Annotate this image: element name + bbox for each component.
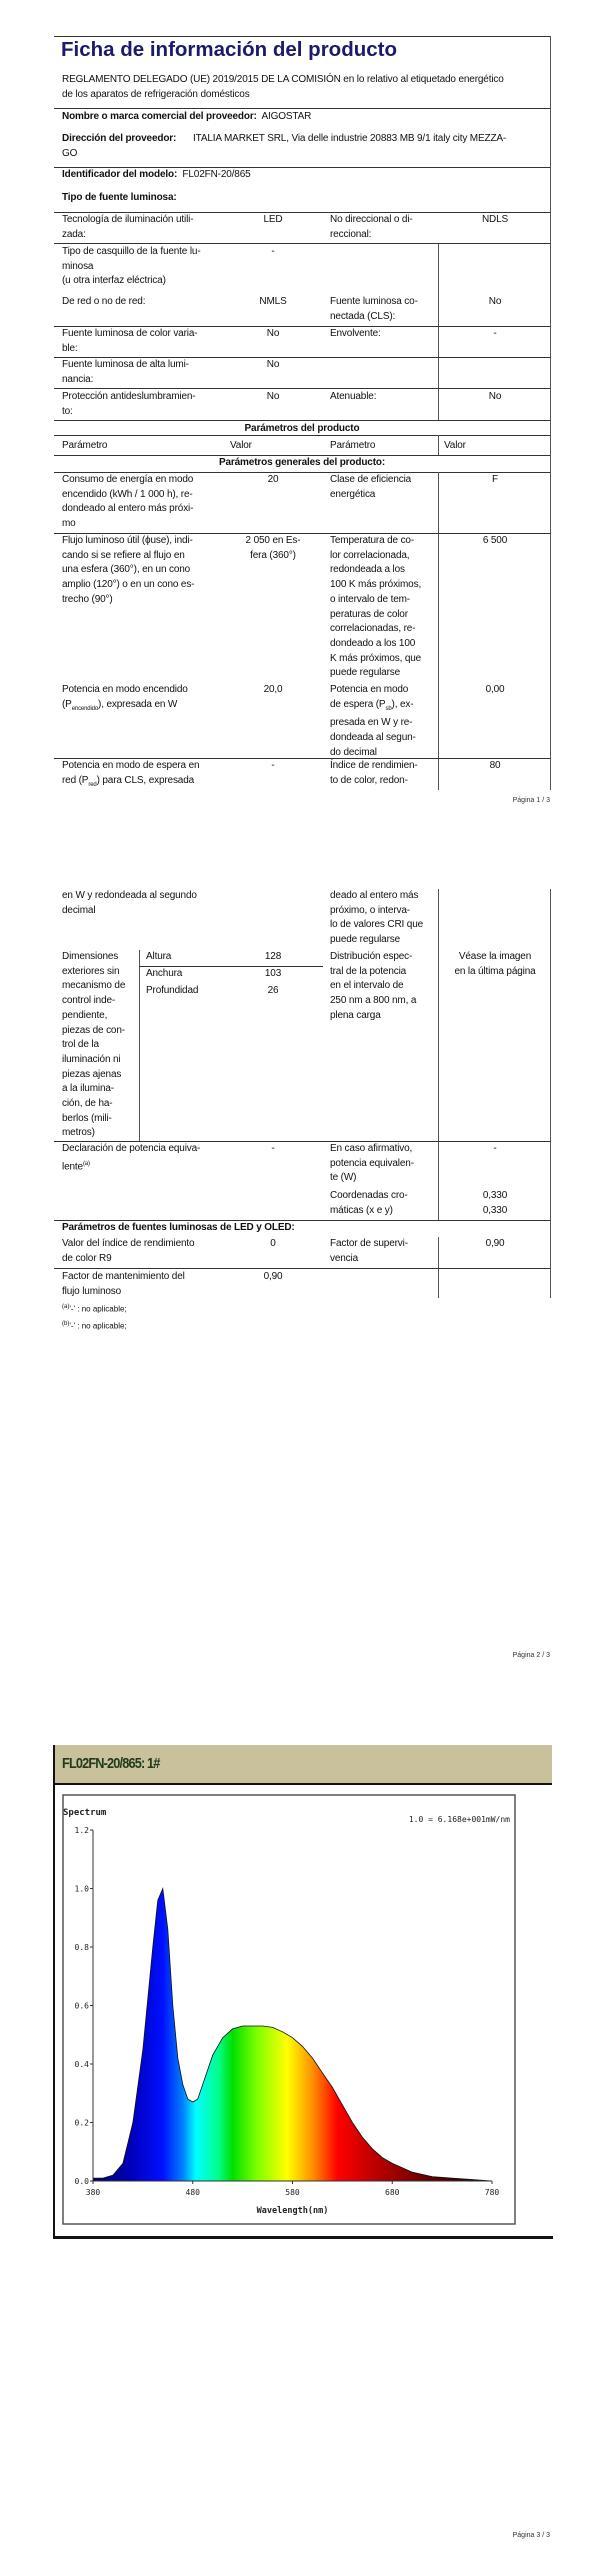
y-tick-label: 0.6 <box>74 2001 89 2011</box>
net-standby-label <box>62 759 199 792</box>
dimension-label: Altura <box>146 951 172 962</box>
chart-annotation: 1.0 = 6.168e+001mW/nm <box>408 1815 510 1824</box>
r9-label: Valor del índice de rendimiento de color R9 <box>62 1238 195 1264</box>
column-divider <box>139 950 140 1141</box>
param-label: Atenuable: <box>330 391 377 402</box>
led-params-heading: Parámetros de fuentes luminosas de LED y OLED: <box>62 1222 295 1233</box>
subscript: sb <box>385 705 392 712</box>
page-title: Ficha de información del producto <box>61 38 397 61</box>
param-value: - <box>493 328 497 339</box>
param-label: Protección antideslumbramien- to: <box>62 391 196 417</box>
on-mode-power-label <box>62 683 188 716</box>
x-tick-label: 680 <box>385 2188 400 2197</box>
param-label: Tecnología de iluminación utili- zada: <box>62 214 194 240</box>
net-standby-value: - <box>271 760 275 771</box>
model-label: Identificador del modelo: <box>62 169 178 180</box>
x-tick-label: 380 <box>85 2188 101 2197</box>
r9-value: 0 <box>270 1238 276 1249</box>
param-label: De red o no de red: <box>62 296 146 307</box>
cri-label: Índice de rendimien- to de color, redon- <box>330 760 418 786</box>
spd-label: Distribución espec- tral de la potencia en el intervalo de 250 nm a 800 nm, a plena carga <box>330 951 417 1021</box>
param-value: No <box>266 391 280 402</box>
x-tick-label: 480 <box>185 2188 200 2197</box>
dimension-label: Profundidad <box>146 985 199 996</box>
dimensions-label: Dimensiones exteriores sin mecanismo de control inde- pendiente, piezas de con- trol de la iluminación ni piezas ajenas a la ilumina- ción, de ha- berlos (mili- metros) <box>62 951 126 1139</box>
product-params-heading: Parámetros del producto <box>244 423 360 434</box>
param-label: Flujo luminoso útil (ϕuse), indi- cando si se refiere al flujo en una esfera (360°), en un cono amplio (120°) o en un cono es- trecho (90°) <box>62 535 195 605</box>
cri-label-cont: deado al entero más próximo, o interva- lo de valores CRI que puede regularse <box>330 890 424 946</box>
param-value: NMLS <box>259 296 287 307</box>
x-axis-label: Wavelength(nm) <box>256 2206 329 2216</box>
text: ), expresada en W <box>98 698 178 710</box>
supplier-name-label: Nombre o marca comercial del proveedor: <box>62 111 257 122</box>
param-value: F <box>492 474 498 485</box>
chart-title: Spectrum <box>63 1808 107 1818</box>
spectrum-area <box>93 1889 492 2182</box>
text: ), ex- presada en W y re- dondeada al segun- do decimal <box>330 698 416 758</box>
footnote-mark: (a) <box>62 1304 70 1310</box>
maintenance-value: 0,90 <box>263 1271 283 1282</box>
y-tick-label: 0.8 <box>74 1943 89 1952</box>
text: Potencia en modo de espera en red (P <box>62 760 200 786</box>
param-value: No <box>266 359 280 370</box>
on-mode-power-value: 20,0 <box>263 684 283 695</box>
general-params-heading: Parámetros generales del producto: <box>218 457 386 468</box>
net-standby-label-cont: en W y redondeada al segundo decimal <box>62 890 197 916</box>
y-tick-label: 0.2 <box>74 2118 89 2128</box>
divider <box>54 1268 550 1269</box>
supplier-address: ITALIA MARKET SRL, Via delle industrie 20883 MB 9/1 italy city MEZZA- GO <box>62 133 507 159</box>
supplier-name: AIGOSTAR <box>261 111 312 122</box>
column-divider <box>438 889 439 1220</box>
divider <box>54 36 550 37</box>
param-label: Envolvente: <box>330 328 381 339</box>
x-tick-label: 580 <box>285 2188 300 2197</box>
table-border <box>550 36 551 790</box>
param-label: Fuente luminosa de color varia- ble: <box>62 328 198 354</box>
column-header-param: Parámetro <box>330 440 376 451</box>
chromaticity-value: 0,330 0,330 <box>482 1190 508 1216</box>
maintenance-label: Factor de mantenimiento del flujo luminoso <box>62 1271 185 1297</box>
survival-value: 0,90 <box>485 1238 505 1249</box>
y-tick-label: 0.4 <box>74 2060 89 2069</box>
divider <box>54 388 550 389</box>
standby-power-label <box>330 683 416 761</box>
equivalent-power-label: En caso afirmativo, potencia equivalen- te (W) <box>330 1143 414 1184</box>
param-label: No direccional o di- reccional: <box>330 214 413 240</box>
supplier-address-label: Dirección del proveedor: <box>62 133 177 144</box>
param-value: 6 500 <box>482 535 508 546</box>
model-identifier: FL02FN-20/865 <box>182 169 251 180</box>
model-row <box>62 168 251 183</box>
subscript: encendido <box>71 705 99 712</box>
param-value: No <box>488 391 502 402</box>
y-tick-label: 0.0 <box>74 2177 89 2186</box>
survival-label: Factor de supervi- vencia <box>330 1238 408 1264</box>
param-value: NDLS <box>481 214 509 225</box>
param-label: Tipo de casquillo de la fuente lu- minosa (u otra interfaz eléctrica) <box>62 246 201 287</box>
column-divider <box>438 435 439 455</box>
x-tick-label: 780 <box>484 2188 500 2197</box>
column-divider <box>438 472 439 790</box>
divider <box>54 108 550 109</box>
regulation-text: REGLAMENTO DELEGADO (UE) 2019/2015 DE LA COMISIÓN en lo relativo al etiquetado energético de los aparatos de refrigeración domésticos <box>62 74 504 100</box>
footnote-text: '-' : no aplicable; <box>69 1321 127 1331</box>
dimension-value: 128 <box>264 951 282 962</box>
param-label: Consumo de energía en modo encendido (kWh / 1 000 h), re- dondeado al entero más próxi- mo <box>62 474 194 530</box>
divider <box>54 435 550 436</box>
param-value: 20 <box>267 474 279 485</box>
text: Declaración de potencia equiva- lente <box>62 1143 201 1173</box>
supplier-name-row <box>62 110 311 125</box>
param-value: - <box>271 246 275 257</box>
spectrum-header: FL02FN-20/865: 1# <box>62 1755 160 1772</box>
page-number: Página 3 / 3 <box>512 2532 550 2539</box>
standby-power-value: 0,00 <box>485 684 505 695</box>
param-label: Fuente luminosa de alta lumi- nancia: <box>62 359 189 385</box>
footnote-mark: (b) <box>62 1321 70 1327</box>
column-divider <box>438 243 439 420</box>
page-number: Página 2 / 3 <box>512 1652 550 1659</box>
param-value: No <box>488 296 502 307</box>
param-label: Fuente luminosa co- nectada (CLS): <box>330 296 418 322</box>
equivalent-power-value: - <box>493 1143 497 1154</box>
footnote-text: '-' : no aplicable; <box>69 1304 127 1314</box>
column-header-value: Valor <box>444 440 466 451</box>
equivalent-declaration-value: - <box>271 1143 275 1154</box>
y-tick-label: 1.2 <box>74 1826 89 1835</box>
spectrum-chart <box>0 1740 603 2240</box>
text: ) para CLS, expresada <box>96 774 195 786</box>
dimension-label: Anchura <box>146 968 183 979</box>
param-value: 2 050 en Es- fera (360°) <box>245 535 301 561</box>
source-type-label: Tipo de fuente luminosa: <box>62 192 177 203</box>
footnote <box>62 1321 127 1331</box>
cri-value: 80 <box>489 760 501 771</box>
divider <box>330 243 550 244</box>
param-label: Temperatura de co- lor correlacionada, redondeada a los 100 K más próximos, o intervalo de tem- peraturas de color correlacionadas, re- dondeado a los 100 K más próximos, que puede regularse <box>330 535 422 679</box>
subscript: red <box>88 781 97 788</box>
dimension-value: 103 <box>264 968 282 979</box>
dimension-value: 26 <box>267 985 279 996</box>
chromaticity-label: Coordenadas cro- máticas (x e y) <box>330 1190 408 1216</box>
param-value: No <box>266 328 280 339</box>
divider <box>54 420 550 421</box>
footnote-ref: (a) <box>82 1160 90 1167</box>
footnote <box>62 1304 127 1314</box>
param-label: Clase de eficiencia energética <box>330 474 412 500</box>
page-number: Página 1 / 3 <box>512 797 550 804</box>
text: Potencia en modo encendido (P <box>62 684 188 710</box>
spd-value: Véase la imagen en la última página <box>454 951 536 977</box>
param-value: LED <box>263 214 283 225</box>
column-header-param: Parámetro <box>62 440 108 451</box>
text: Potencia en modo de espera (P <box>330 684 409 710</box>
equivalent-power-declaration <box>62 1142 200 1175</box>
table-border <box>550 889 551 1298</box>
y-tick-label: 1.0 <box>74 1884 89 1894</box>
column-header-value: Valor <box>230 440 252 451</box>
